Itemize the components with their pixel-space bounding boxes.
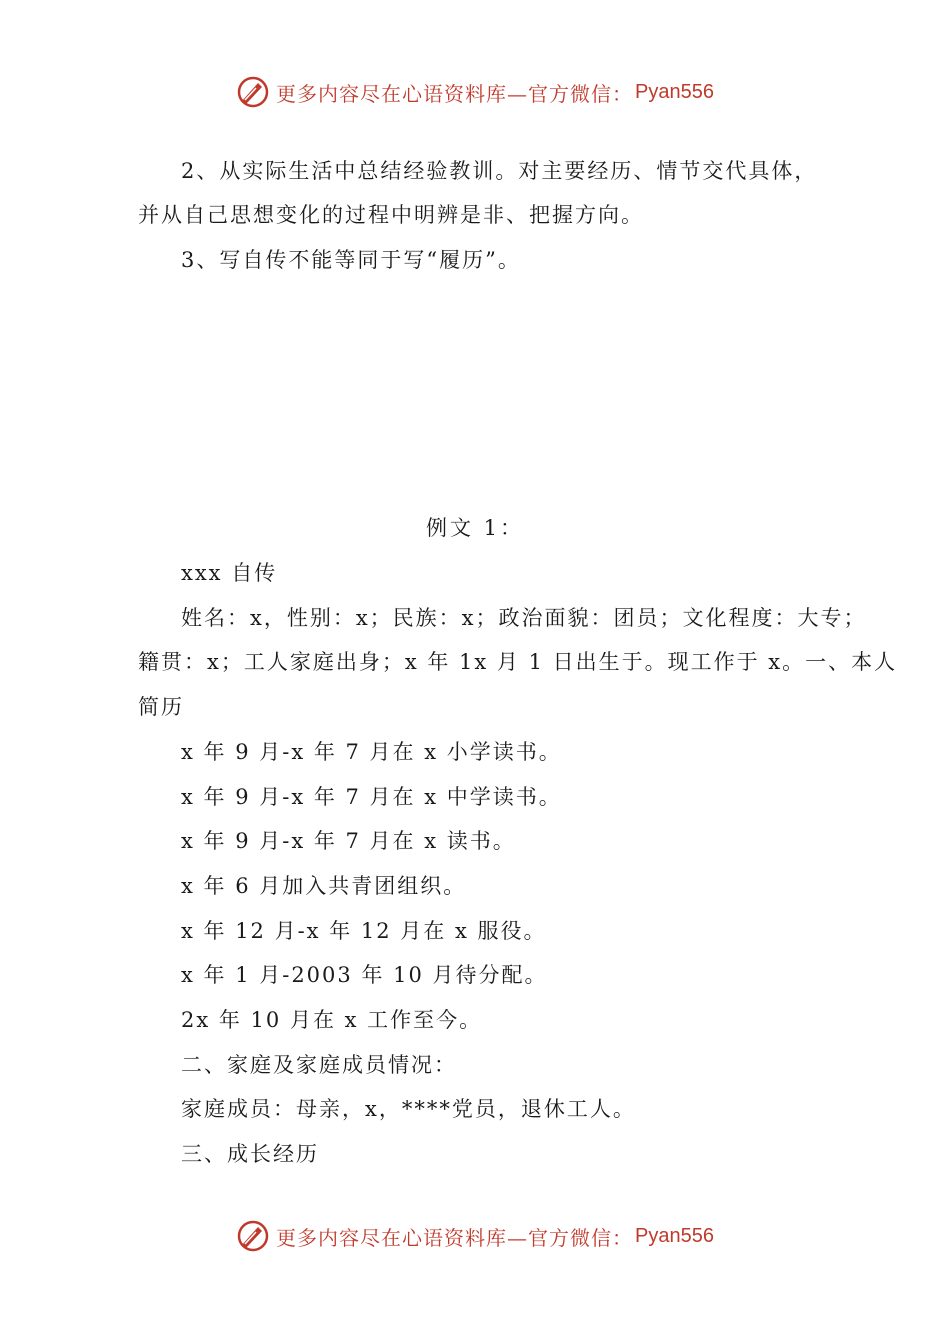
- section-3-heading: 三、成长经历: [181, 1142, 319, 1166]
- example-title: xxx 自传: [181, 561, 278, 585]
- point-3: 3、写自传不能等同于写“履历”。: [181, 248, 521, 272]
- section-2-heading: 二、家庭及家庭成员情况：: [181, 1053, 457, 1077]
- info-line-3: 简历: [138, 695, 184, 719]
- point-2-line-1: 2、从实际生活中总结经验教训。对主要经历、情节交代具体，: [181, 159, 818, 183]
- resume-item: x 年 9 月-x 年 7 月在 x 小学读书。: [181, 740, 562, 764]
- family-members: 家庭成员：母亲，x，****党员，退休工人。: [181, 1097, 636, 1121]
- banner-wechat-id: Pyan556: [635, 1224, 714, 1247]
- info-line-2: 籍贯：x；工人家庭出身；x 年 1x 月 1 日出生于。现工作于 x。一、本人: [138, 650, 898, 674]
- resume-item: x 年 12 月-x 年 12 月在 x 服役。: [181, 919, 547, 943]
- resume-item: x 年 9 月-x 年 7 月在 x 中学读书。: [181, 785, 562, 809]
- footer-banner: [0, 1214, 950, 1258]
- resume-item: 2x 年 10 月在 x 工作至今。: [181, 1008, 483, 1032]
- banner-wechat-id: Pyan556: [635, 80, 714, 103]
- resume-item: x 年 9 月-x 年 7 月在 x 读书。: [181, 829, 516, 853]
- resume-item: x 年 6 月加入共青团组织。: [181, 874, 467, 898]
- resume-item: x 年 1 月-2003 年 10 月待分配。: [181, 963, 548, 987]
- pen-logo-icon: [236, 75, 270, 109]
- header-banner: [0, 70, 950, 114]
- point-2-line-2: 并从自己思想变化的过程中明辨是非、把握方向。: [138, 203, 644, 227]
- info-line-1: 姓名：x，性别：x；民族：x；政治面貌：团员；文化程度：大专；: [181, 606, 867, 630]
- pen-logo-icon: [236, 1219, 270, 1253]
- banner-brand-text: 更多内容尽在心语资料库—官方微信：: [276, 81, 634, 106]
- banner-brand-text: 更多内容尽在心语资料库—官方微信：: [276, 1225, 634, 1250]
- example-heading: 例文 1：: [425, 516, 525, 540]
